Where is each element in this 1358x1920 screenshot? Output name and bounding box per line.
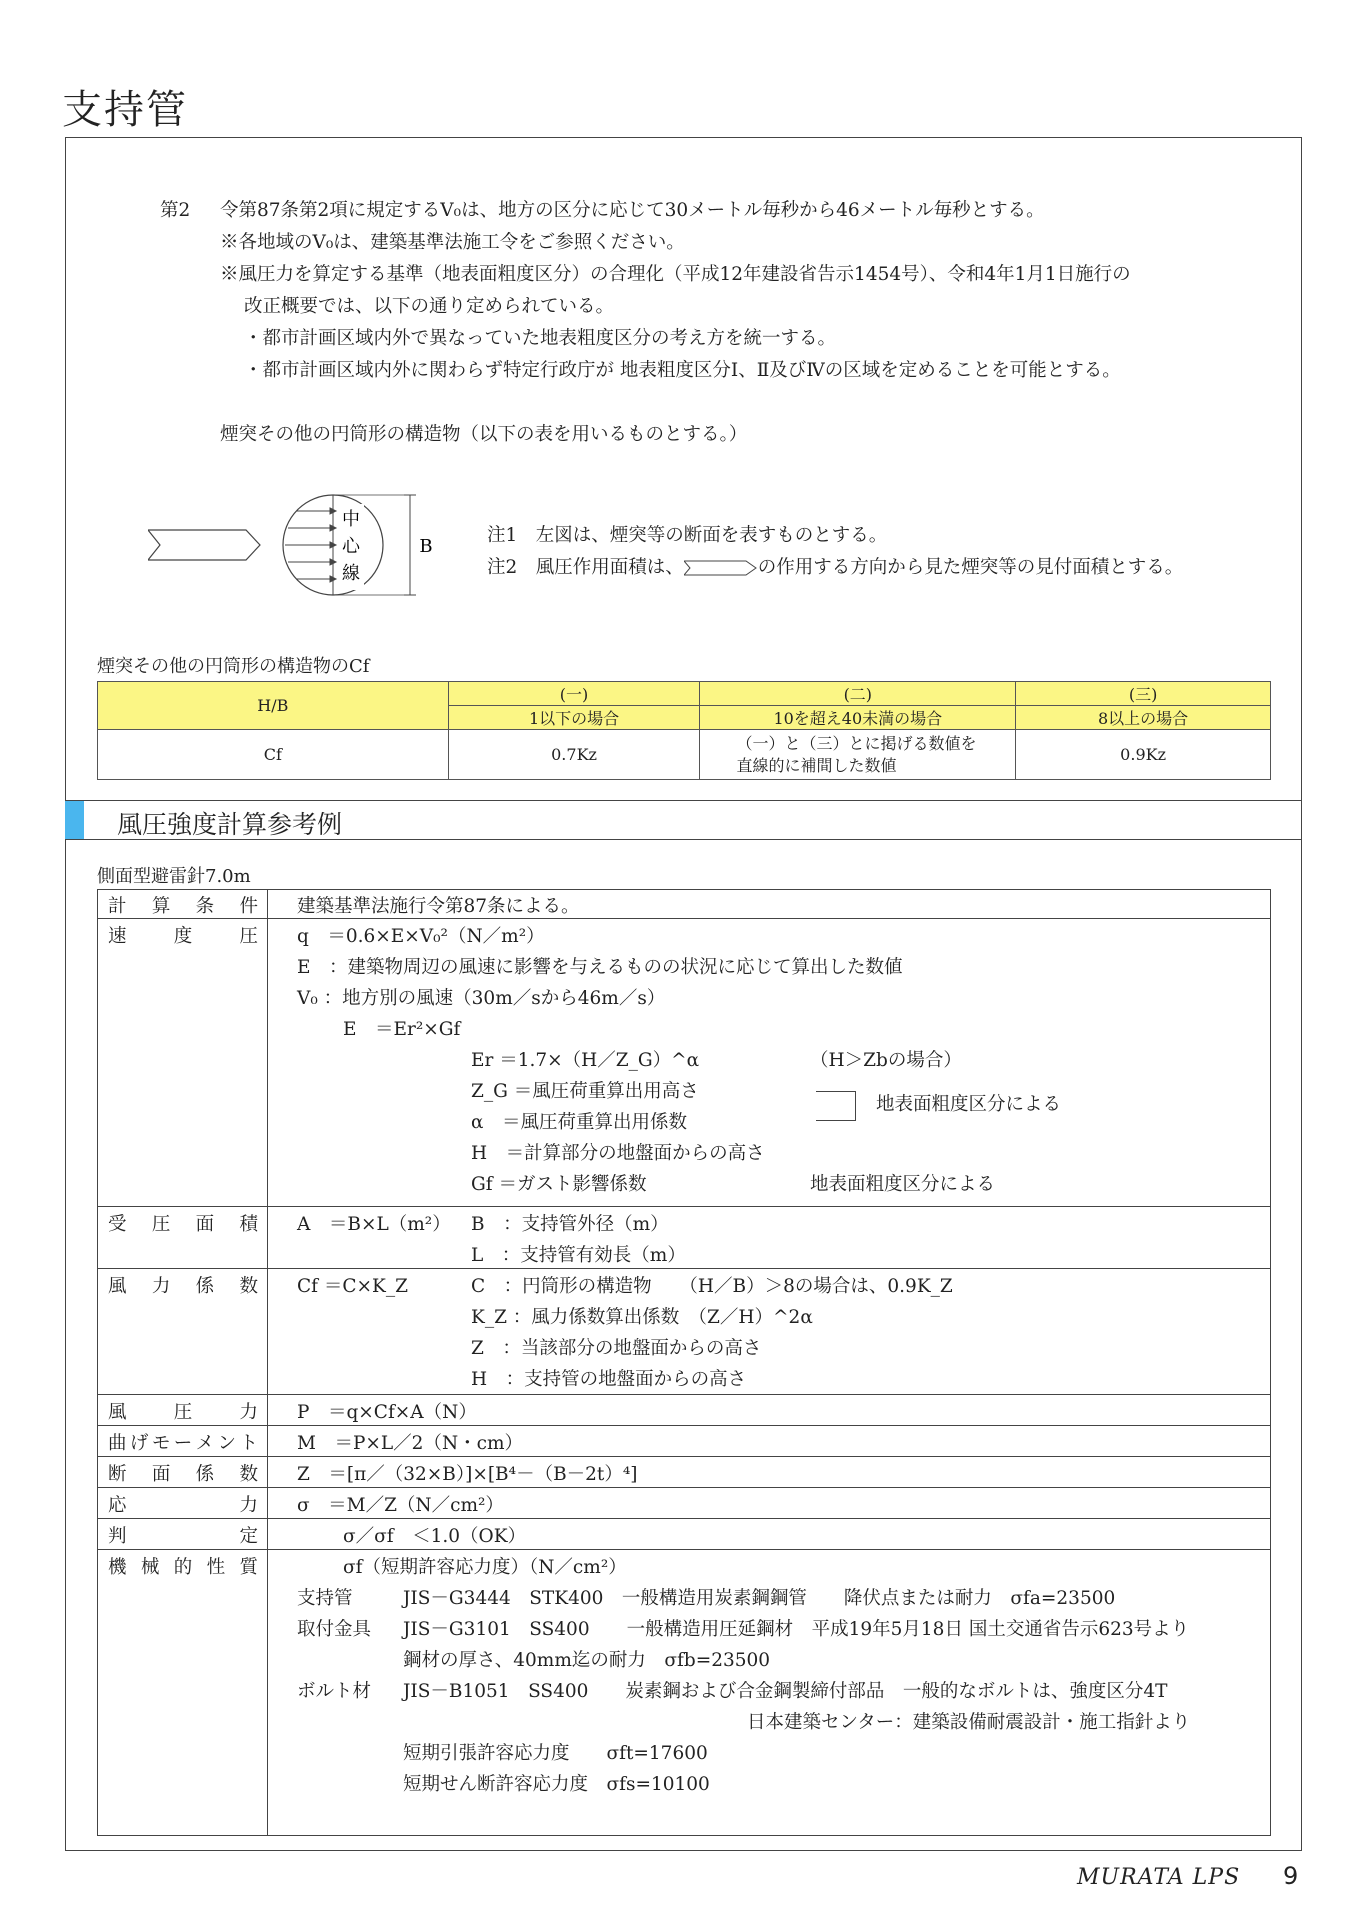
row-label-mechanical-properties: 機 械 的 性 質 [108, 1557, 258, 1578]
formula-l: L ：支持管有効長（m） [471, 1245, 686, 1266]
note-line: 改正概要では、以下の通り定められている。 [244, 296, 615, 317]
formula-p: P ＝q×Cf×A（N） [297, 1402, 477, 1423]
formula-v0: V₀ ：地方別の風速（30m／sから46m／s） [297, 988, 666, 1009]
note-line: ※各地域のV₀は、建築基準法施工令をご参照ください。 [220, 232, 685, 253]
diagram-notes [487, 520, 1183, 584]
cf-value: 0.9Kz [1016, 730, 1271, 780]
formula-kz: K_Z ：風力係数算出係数 （Z／H）^2α [471, 1307, 813, 1328]
cf-header-hb: H/B [98, 682, 449, 730]
formula-gf: Gf ＝ガスト影響係数 [471, 1174, 647, 1195]
note-line: ※風圧力を算定する基準（地表面粗度区分）の合理化（平成12年建設省告示1454号）、令和4年1月1日施行の [220, 264, 1131, 285]
chimney-section-diagram [148, 480, 458, 610]
mech-pipe: JIS－G3444 STK400 一般構造用炭素鋼鋼管 降伏点または耐力 σfa=23500 [403, 1588, 1116, 1609]
formula-gf-note: 地表面粗度区分による [810, 1174, 996, 1195]
pressure-arrows [285, 508, 336, 582]
formula-judgement: σ／σf ＜1.0（OK） [343, 1526, 527, 1547]
calc-condition-text: 建築基準法施行令第87条による。 [297, 896, 580, 917]
mech-bolt-2: 日本建築センター：建築設備耐震設計・施工指針より [747, 1712, 1191, 1733]
note-text: 令第87条第2項に規定するV₀は、地方の区分に応じて30メートル毎秒から46メートル毎秒とする。 [220, 200, 1045, 221]
cf-col-cond: 10を超え40未満の場合 [700, 706, 1016, 730]
row-label-calc-condition: 計 算 条 件 [108, 896, 258, 917]
formula-e: E ＝Er²×Gf [343, 1019, 461, 1040]
formula-q: q ＝0.6×E×V₀²（N／m²） [297, 926, 545, 947]
formula-sigma: σ ＝M／Z（N／cm²） [297, 1495, 504, 1516]
cf-row-label: Cf [98, 730, 449, 780]
note-line [160, 195, 1280, 227]
formula-c: C ：円筒形の構造物 （H／B）＞8の場合は、0.9K_Z [471, 1276, 953, 1297]
note-label: 第2 [160, 200, 191, 221]
section-title: 風圧強度計算参考例 [117, 810, 343, 839]
formula-h2: H ：支持管の地盤面からの高さ [471, 1369, 747, 1390]
formula-e-desc: E ：建築物周辺の風速に影響を与えるものの状況に応じて算出した数値 [297, 957, 903, 978]
row-label-wind-force: 風 圧 力 [108, 1402, 258, 1423]
page-title: 支持管 [62, 87, 188, 133]
mech-head: σf（短期許容応力度）（N／cm²） [343, 1557, 627, 1578]
cf-value: 0.7Kz [448, 730, 700, 780]
bracket-note: 地表面粗度区分による [876, 1094, 1062, 1115]
formula-z: Z ：当該部分の地盤面からの高さ [471, 1338, 762, 1359]
row-label-pressure-area: 受 圧 面 積 [108, 1214, 258, 1235]
cf-col-num: (二) [700, 682, 1016, 706]
formula-alpha: α ＝風圧荷重算出用係数 [471, 1112, 687, 1133]
mech-pipe-label: 支持管 [297, 1588, 353, 1609]
diagram-note-2: 注2 風圧作用面積は、 の作用する方向から見た煙突等の見付面積とする。 [487, 557, 1184, 578]
formula-er: Er ＝1.7×（H／Z_G）^α [471, 1050, 700, 1071]
mech-bolt: JIS－B1051 SS400 炭素鋼および合金鋼製締付部品 一般的なボルトは、強度区分4T [403, 1681, 1168, 1702]
section-header [65, 800, 1302, 840]
wind-arrow-icon [148, 530, 260, 560]
mech-fs: 短期せん断許容応力度 σfs=10100 [403, 1774, 710, 1795]
row-label-section-modulus: 断 面 係 数 [108, 1464, 258, 1485]
cf-value-interp: （一）と（三）とに掲げる数値を 直線的に補間した数値 [700, 730, 1016, 780]
row-label-bending-moment: 曲 げ モ ー メ ン ト [108, 1433, 258, 1454]
center-char: 線 [342, 563, 360, 584]
formula-er-condition: （H＞Zbの場合） [810, 1050, 962, 1071]
center-char: 心 [342, 536, 360, 557]
formula-h: H ＝計算部分の地盤面からの高さ [471, 1143, 765, 1164]
mech-bolt-label: ボルト材 [297, 1681, 372, 1702]
b-label: B [419, 536, 433, 557]
formula-b: B ：支持管外径（m） [471, 1214, 669, 1235]
center-char: 中 [342, 509, 360, 530]
cf-col-num: (一) [448, 682, 700, 706]
diagram-svg [148, 480, 458, 610]
mech-ft: 短期引張許容応力度 σft=17600 [403, 1743, 708, 1764]
formula-m: M ＝P×L／2（N・cm） [297, 1433, 524, 1454]
bracket-mark [816, 1091, 856, 1121]
diagram-note-1: 注1 左図は、煙突等の断面を表すものとする。 [487, 525, 888, 546]
mech-fitting-2: 鋼材の厚さ、40mm迄の耐力 σfb=23500 [403, 1650, 771, 1671]
formula-a: A ＝B×L（m²） [297, 1214, 451, 1235]
row-label-stress: 応 力 [108, 1495, 258, 1516]
cf-table [97, 681, 1271, 780]
footer-brand: MURATA LPS [1077, 1865, 1241, 1890]
page-number: 9 [1283, 1862, 1299, 1890]
cf-table-caption: 煙突その他の円筒形の構造物のCf [97, 656, 370, 677]
calc-caption: 側面型避雷針7.0m [97, 866, 251, 887]
mech-fitting: JIS－G3101 SS400 一般構造用圧延鋼材 平成19年5月18日 国土交通省告示623号より [403, 1619, 1190, 1640]
row-label-judgement: 判 定 [108, 1526, 258, 1547]
row-label-velocity-pressure: 速 度 圧 [108, 926, 258, 947]
notes-block [160, 195, 1280, 387]
cf-col-cond: 8以上の場合 [1016, 706, 1271, 730]
formula-zg: Z_G ＝風圧荷重算出用高さ [471, 1081, 699, 1102]
formula-cf: Cf ＝C×K_Z [297, 1276, 408, 1297]
wind-arrow-icon [684, 558, 758, 578]
formula-z-modulus: Z ＝[π／（32×B）]×[B⁴－（B－2t）⁴] [297, 1464, 638, 1485]
section-accent [65, 801, 84, 839]
chimney-intro: 煙突その他の円筒形の構造物（以下の表を用いるものとする。） [220, 424, 748, 445]
cf-col-num: (三) [1016, 682, 1271, 706]
mech-fitting-label: 取付金具 [297, 1619, 372, 1640]
note-bullet: ・都市計画区域内外に関わらず特定行政庁が 地表粗度区分Ⅰ、Ⅱ及びⅣの区域を定めることを可能とする。 [244, 360, 1121, 381]
row-label-wind-coefficient: 風 力 係 数 [108, 1276, 258, 1297]
note-bullet: ・都市計画区域内外で異なっていた地表粗度区分の考え方を統一する。 [244, 328, 837, 349]
cf-col-cond: 1以下の場合 [448, 706, 700, 730]
calc-table [97, 889, 1271, 1836]
